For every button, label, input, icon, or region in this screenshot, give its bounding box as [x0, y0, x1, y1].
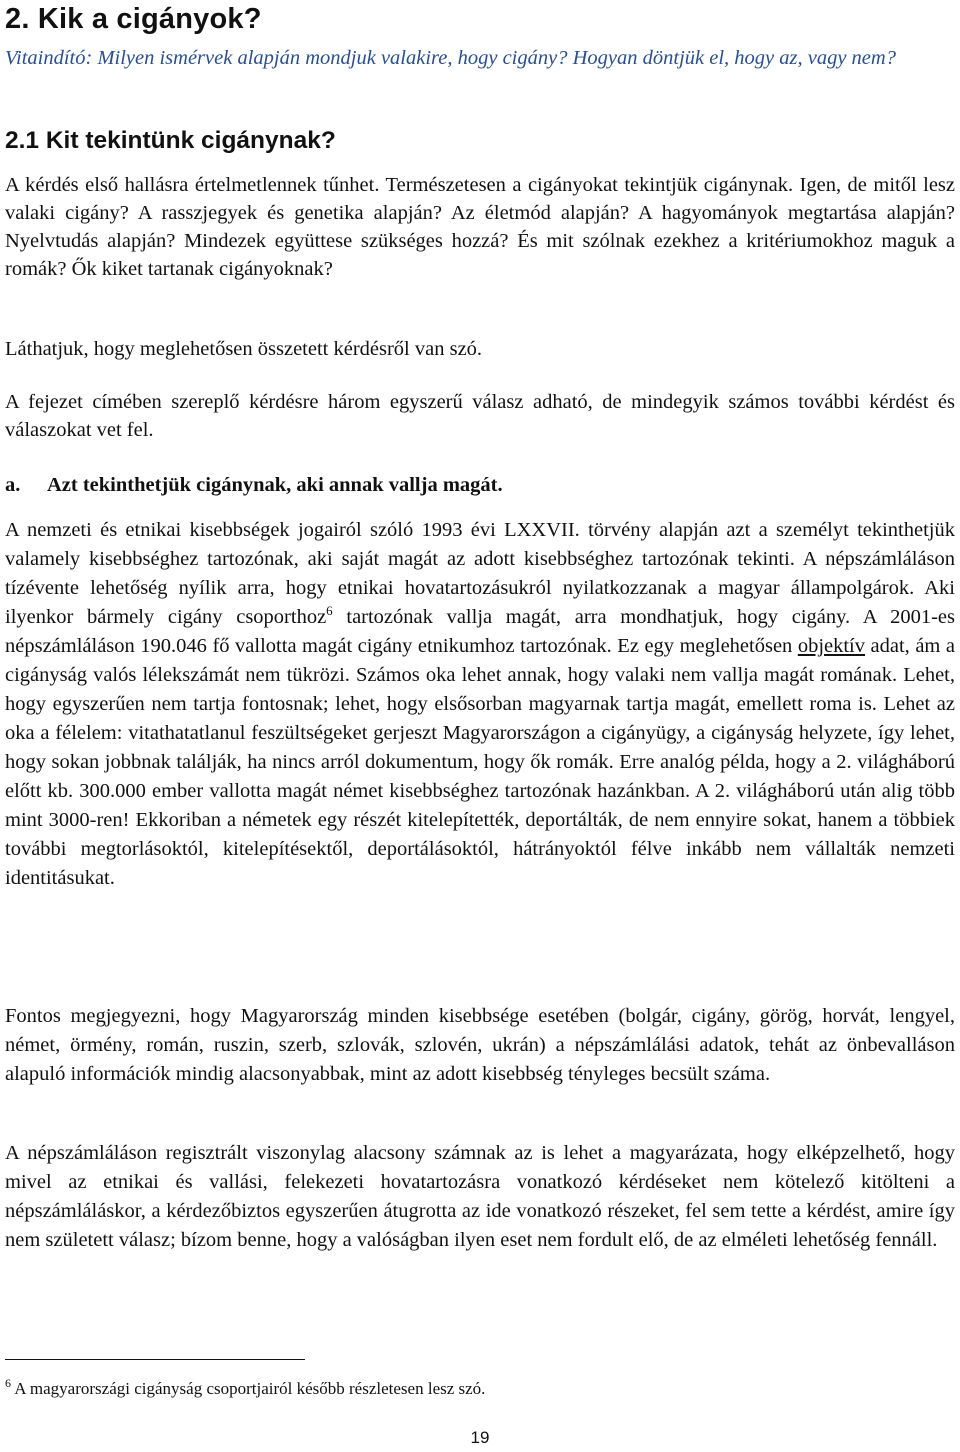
- paragraph-census-part-c: adat, ám a cigányság valós lélekszámát nem tükrözi. Számos oka lehet annak, hogy valaki nem vallja magát romának. Lehet, hogy egyszerűen nem tartja fontosnak; lehet, hogy elsősorban magyarnak tartja magát, emellett roma is. Lehet az oka a félelem: vitathatatlanul feszültségeket gerjeszt Magyarországon a cigányügy, a cigányság helyzete, így lehet, hogy sokan jobbnak találják, ha nincs arról dokumentum, hogy ők romák. Erre analóg példa, hogy a 2. világháború előtt kb. 300.000 ember vallotta magát német kisebbséghez tartozónak hazánkban. A 2. világháború után alig több mint 3000-ren! Ekkoriban a németek egy részét kitelepítették, deportálták, de nem ennyire sokat, hanem a többiek további megtorlásoktól, kitelepítésektől, deportálásoktól, hátrányoktól félve inkább nem vállalták nemzeti identitásukat.: [5, 635, 955, 889]
- underlined-word: objektív: [797, 635, 865, 657]
- paragraph-three-answers: A fejezet címében szereplő kérdésre három egyszerű válasz adható, de mindegyik számos további kérdést és válaszokat vet fel.: [5, 391, 955, 441]
- subheading-text: Azt tekinthetjük cigánynak, aki annak vallja magát.: [47, 474, 503, 496]
- page-number: 19: [470, 1428, 490, 1447]
- footnote-reference[interactable]: 6: [326, 603, 333, 618]
- footnote-mark: 6: [5, 1376, 11, 1390]
- paragraph-census-part-b: tartozónak vallja magát, arra mondhatjuk, hogy cigány. A 2001-es népszámláláson 190.046 fő vallotta magát cigány etnikumhoz tartozónak. Ez egy meglehetősen: [5, 606, 955, 657]
- paragraph-minorities: Fontos megjegyezni, hogy Magyarország minden kisebbsége esetében (bolgár, cigány, görög, horvát, lengyel, német, örmény, román, ruszin, szerb, szlovák, szlovén, ukrán) a népszámlálási adatok, tehát az önbevalláson alapuló információk mindig alacsonyabbak, mint az adott kisebbség tényleges becsült száma.: [5, 1005, 955, 1085]
- subheading-a: [5, 471, 503, 499]
- footnote-separator: [5, 1359, 305, 1360]
- discussion-starter-question: Milyen ismérvek alapján mondjuk valakire, hogy cigány? Hogyan döntjük el, hogy az, vagy nem?: [92, 47, 896, 69]
- footnote: [5, 1378, 955, 1400]
- subheading-letter: a.: [5, 474, 21, 496]
- paragraph-low-count: A népszámláláson regisztrált viszonylag alacsony számnak az is lehet a magyarázata, hogy elképzelhető, hogy mivel az etnikai és vallási, felekezeti hovatartozásra vonatkozó kérdéseket nem kötelező kitölteni a népszámláláskor, a kérdezőbiztos egyszerűen átugrotta az ide vonatkozó részeket, fel sem tette a kérdést, amire így nem született válasz; bízom benne, hogy a valóságban ilyen eset nem fordult elő, de az elméleti lehetőség fennáll.: [5, 1142, 955, 1251]
- paragraph-complexity: Láthatjuk, hogy meglehetősen összetett kérdésről van szó.: [5, 338, 483, 360]
- paragraph-census: [5, 516, 955, 893]
- discussion-starter: [5, 44, 955, 72]
- discussion-starter-label: Vitaindító:: [5, 47, 93, 69]
- section-title: 2.1 Kit tekintünk cigánynak?: [5, 127, 336, 154]
- footnote-text: A magyarországi cigányság csoportjairól később részletesen lesz szó.: [11, 1379, 486, 1398]
- chapter-title: 2. Kik a cigányok?: [5, 3, 262, 35]
- paragraph-intro: A kérdés első hallásra értelmetlennek tűnhet. Természetesen a cigányokat tekintjük cigánynak. Igen, de mitől lesz valaki cigány? A rasszjegyek és genetika alapján? Az életmód alapján? A hagyományok megtartása alapján? Nyelvtudás alapján? Mindezek együttese szükséges hozzá? És mit szólnak ezekhez a kritériumokhoz maguk a romák? Ők kiket tartanak cigányoknak?: [5, 174, 955, 280]
- paragraph-census-part-a: A nemzeti és etnikai kisebbségek jogairól szóló 1993 évi LXXVII. törvény alapján azt a személyt tekinthetjük valamely kisebbséghez tartozónak, aki saját magát az adott kisebbséghez tartozónak tekinti. A népszámláláson tízévente lehetőség nyílik arra, hogy etnikai hovatartozásukról nyilatkozzanak a magyar állampolgárok. Aki ilyenkor bármely cigány csoporthoz: [5, 519, 955, 628]
